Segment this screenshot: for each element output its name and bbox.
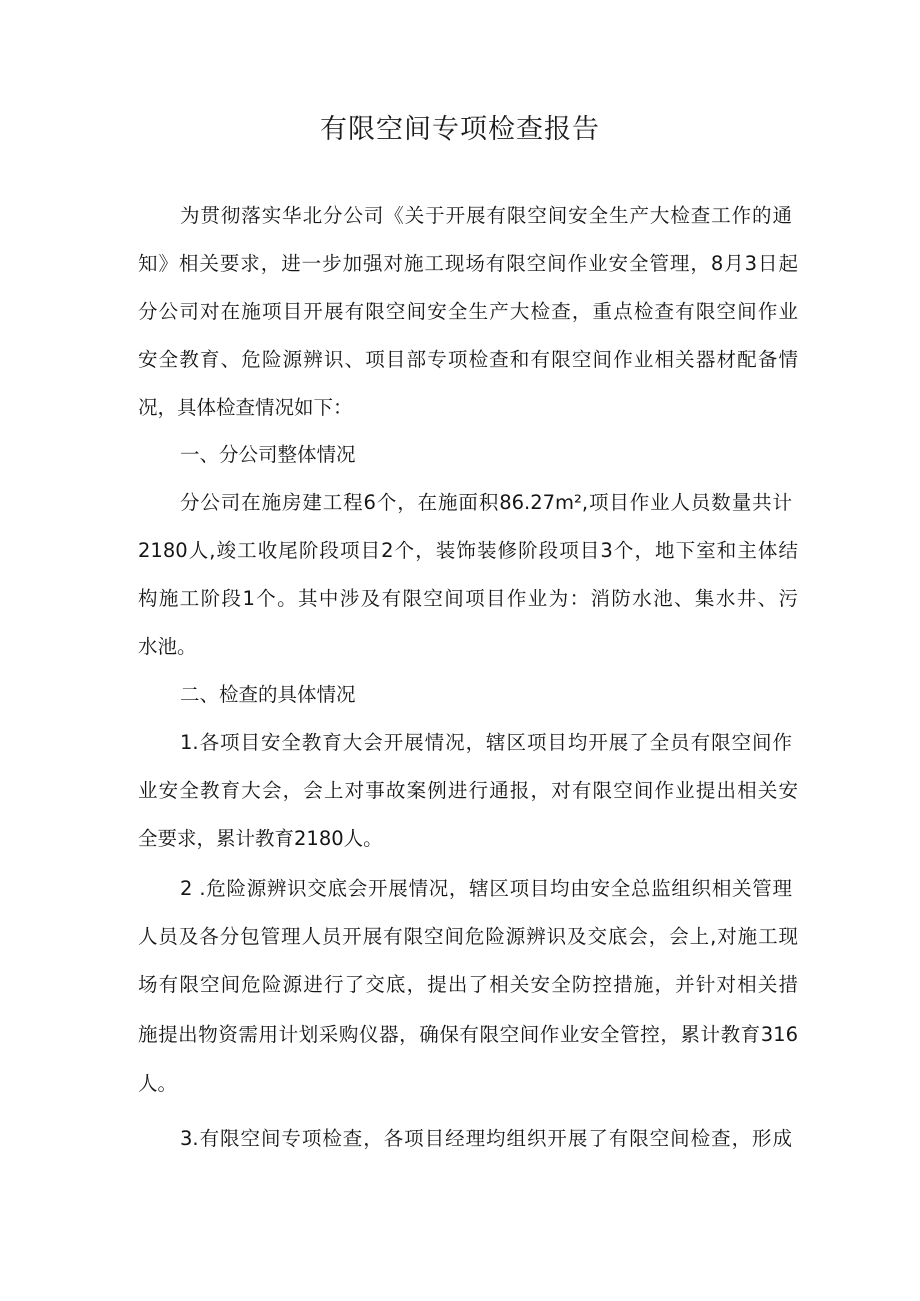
paragraph-line: 1.各项目安全教育大会开展情况，辖区项目均开展了全员有限空间作 — [180, 731, 792, 754]
section-heading: 一、分公司整体情况 — [180, 443, 356, 466]
paragraph-line: 况，具体检查情况如下： — [138, 396, 353, 419]
paragraph-line: 2180人,竣工收尾阶段项目2个，装饰装修阶段项目3个，地下室和主体结 — [138, 539, 798, 562]
section-heading: 二、检查的具体情况 — [180, 683, 356, 706]
paragraph-line: 人员及各分包管理人员开展有限空间危险源辨识及交底会，会上,对施工现 — [138, 925, 798, 948]
paragraph-line: 2 .危险源辨识交底会开展情况，辖区项目均由安全总监组织相关管理 — [180, 877, 792, 900]
paragraph-line: 水池。 — [138, 635, 197, 658]
paragraph-line: 人。 — [138, 1072, 178, 1095]
paragraph-line: 安全教育、危险源辨识、项目部专项检查和有限空间作业相关器材配备情 — [138, 348, 798, 371]
paragraph-line: 场有限空间危险源进行了交底，提出了相关安全防控措施，并针对相关措 — [138, 973, 798, 996]
paragraph-line: 分公司在施房建工程6个，在施面积86.27m²,项目作业人员数量共计 — [180, 491, 792, 514]
paragraph-line: 3.有限空间专项检查，各项目经理均组织开展了有限空间检查，形成 — [180, 1127, 792, 1150]
paragraph-line: 为贯彻落实华北分公司《关于开展有限空间安全生产大检查工作的通 — [180, 204, 792, 227]
paragraph-line: 全要求，累计教育2180人。 — [138, 827, 383, 850]
paragraph-line: 分公司对在施项目开展有限空间安全生产大检查，重点检查有限空间作业 — [138, 300, 798, 323]
paragraph-line: 业安全教育大会，会上对事故案例进行通报，对有限空间作业提出相关安 — [138, 779, 798, 802]
paragraph-line: 构施工阶段1个。其中涉及有限空间项目作业为：消防水池、集水井、污 — [138, 587, 798, 610]
paragraph-line: 施提出物资需用计划采购仪器，确保有限空间作业安全管控，累计教育316 — [138, 1023, 798, 1046]
paragraph-line: 知》相关要求，进一步加强对施工现场有限空间作业安全管理，8月3日起 — [138, 252, 798, 275]
document-title: 有限空间专项检查报告 — [320, 114, 600, 145]
